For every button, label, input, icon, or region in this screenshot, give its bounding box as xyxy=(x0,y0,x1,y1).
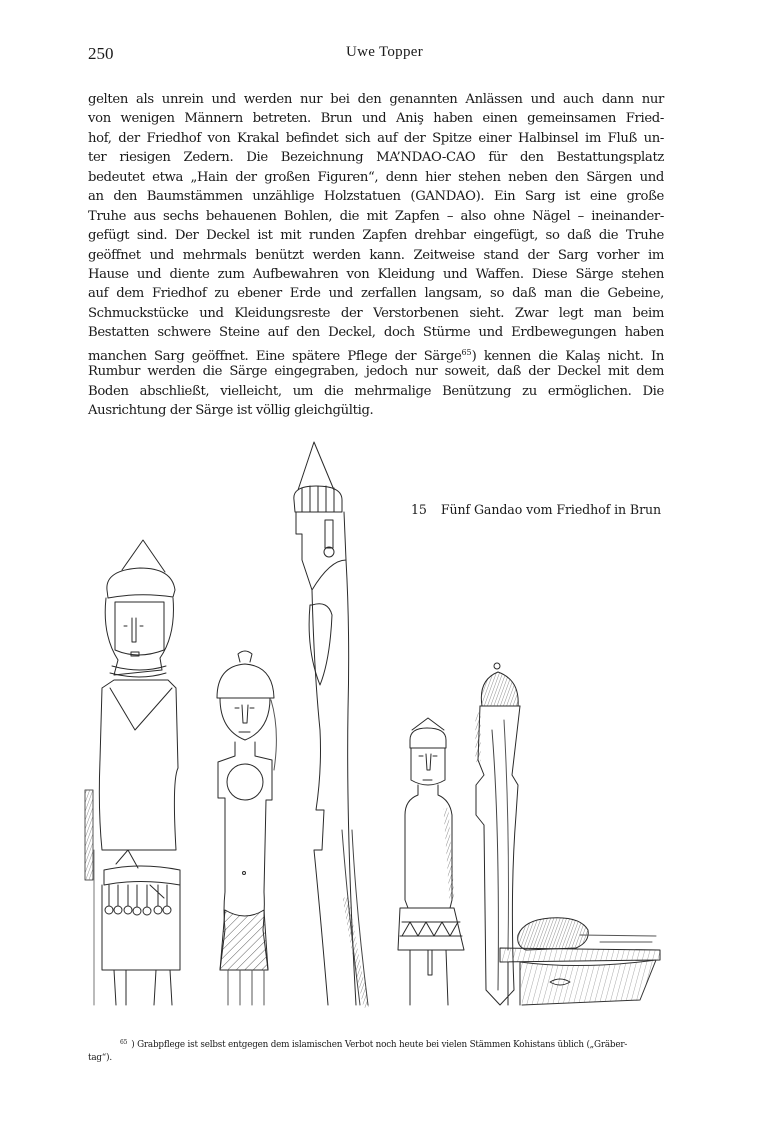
body-line: bedeutet etwa „Hain der großen Figuren“, denn hier stehen neben den Särgen und xyxy=(88,169,664,185)
figure-caption xyxy=(411,502,661,517)
body-line: Ausrichtung der Särge ist völlig gleichgültig. xyxy=(88,403,374,418)
body-line: hof, der Friedhof von Krakal befindet sich auf der Spitze einer Halbinsel im Fluß un- xyxy=(88,130,664,146)
figure-caption-text: Fünf Gandao vom Friedhof in Brun xyxy=(440,502,662,517)
running-head: Uwe Topper xyxy=(345,44,424,60)
figure-number: 15 xyxy=(411,502,427,517)
body-line: von wenigen Männern betreten. Brun und Aniş haben einen gemeinsamen Fried- xyxy=(88,111,664,127)
body-line: geöffnet und mehrmals benützt werden kann. Zeitweise stand der Sarg vorher im xyxy=(88,247,664,263)
body-line-part: ) kennen die Kalaş nicht. In xyxy=(471,348,664,364)
body-line-with-footnote xyxy=(88,343,664,362)
body-line: Hause und diente zum Aufbewahren von Kleidung und Waffen. Diese Särge stehen xyxy=(88,266,664,282)
footnote-marker: 65 xyxy=(120,1039,128,1046)
stone-on-lid xyxy=(518,918,589,950)
belt-pendants xyxy=(105,885,171,915)
gandao-figure-4 xyxy=(398,718,464,1005)
body-line: ter riesigen Zedern. Die Bezeichnung MA’NDAO-CAO für den Bestattungsplatz xyxy=(88,150,664,166)
footnote-text: ) Grabpflege ist selbst entgegen dem islamischen Verbot noch heute bei vielen Stämmen Kohistans üblich („Gräber- xyxy=(131,1040,628,1050)
figure-illustration xyxy=(80,430,710,1010)
body-line: Bestatten schwere Steine auf den Deckel, doch Stürme und Erdbewegungen haben xyxy=(88,325,664,341)
footnote-line: tag“). xyxy=(88,1053,112,1063)
body-line: Boden abschließt, vielleicht, um die mehrmalige Benützung zu ermöglichen. Die xyxy=(88,383,664,399)
body-line: gefügt sind. Der Deckel ist mit runden Zapfen drehbar eingefügt, so daß die Truhe xyxy=(88,228,664,244)
body-line: an den Baumstämmen unzählige Holzstatuen (GANDAO). Ein Sarg ist eine große xyxy=(88,189,664,205)
body-line: Schmuckstücke und Kleidungsreste der Verstorbenen sieht. Zwar legt man beim xyxy=(88,305,664,321)
footnote-line xyxy=(88,1036,664,1052)
gandao-figure-2 xyxy=(217,651,276,1005)
body-line: Truhe aus sechs behauenen Bohlen, die mit Zapfen – also ohne Nägel – ineinander- xyxy=(88,208,664,224)
body-line: gelten als unrein und werden nur bei den genannten Anlässen und auch dann nur xyxy=(88,92,664,107)
gandao-figure-3 xyxy=(294,442,368,1005)
body-line: auf dem Friedhof zu ebener Erde und zerfallen langsam, so daß man die Gebeine, xyxy=(88,286,664,302)
body-line: Rumbur werden die Särge eingegraben, jedoch nur soweit, daß der Deckel mit dem xyxy=(88,364,664,380)
body-line-part: manchen Sarg geöffnet. Eine spätere Pflege der Särge xyxy=(88,348,462,364)
body-text xyxy=(88,90,664,420)
footnote-reference[interactable]: 65 xyxy=(461,347,472,357)
gandao-figure-5 xyxy=(476,663,660,1005)
footnote xyxy=(88,1036,664,1065)
gandao-figure-1 xyxy=(85,540,180,1005)
page-number: 250 xyxy=(88,44,114,63)
